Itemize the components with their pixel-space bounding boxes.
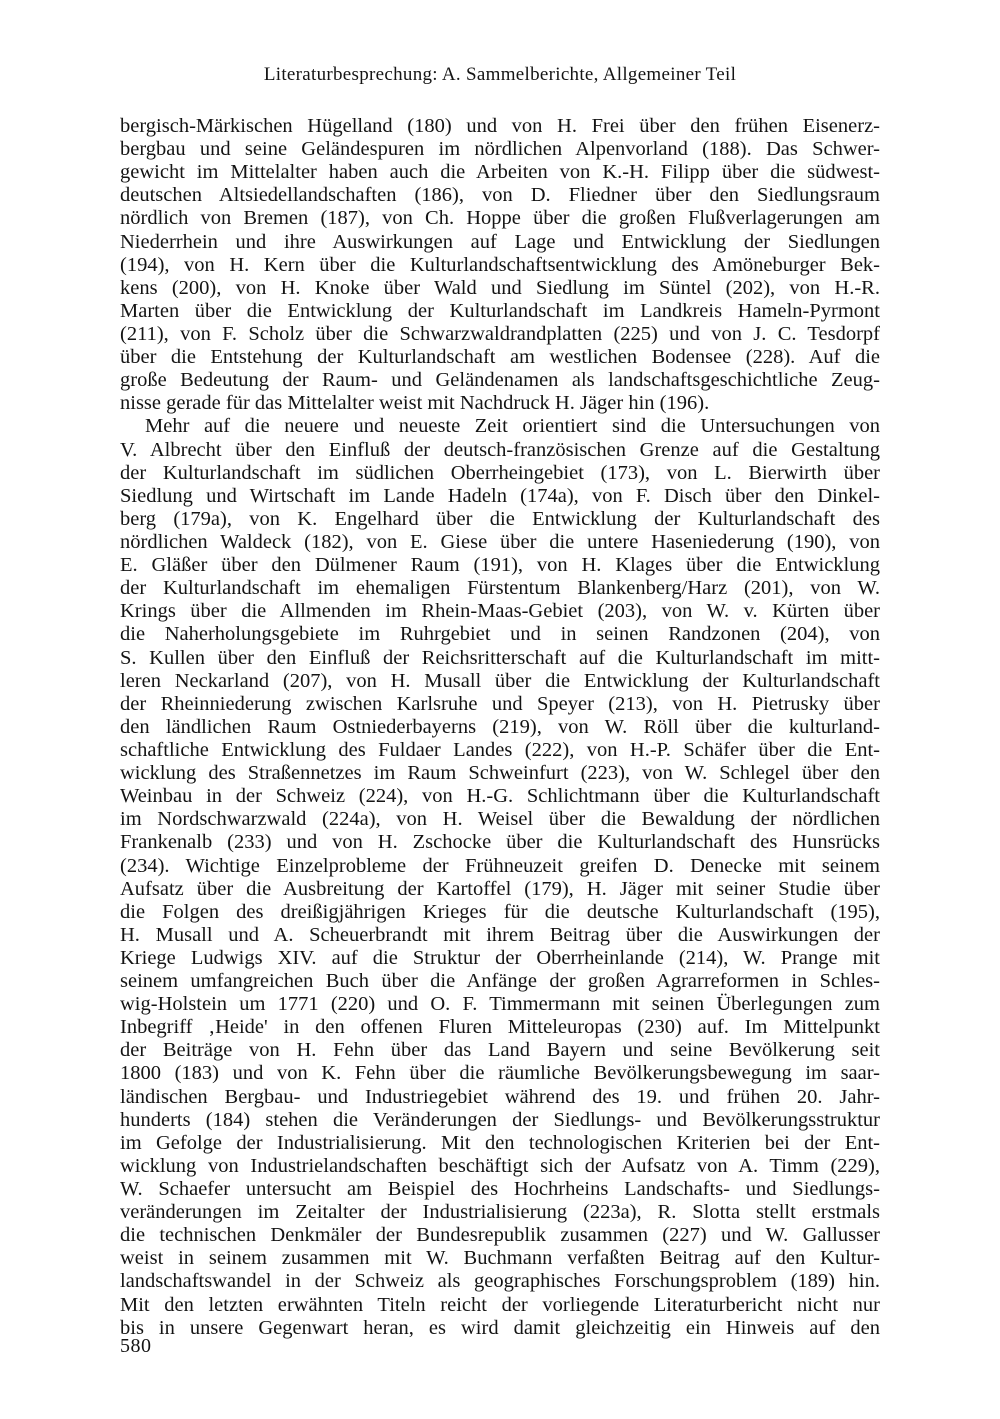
text-line: der Kulturlandschaft im ehemaligen Fürstentum Blankenberg/Harz (201), von W. [120,577,880,600]
text-line: Kriege Ludwigs XIV. auf die Struktur der Oberrheinlande (214), W. Prange mit [120,946,880,969]
text-line: große Bedeutung der Raum- und Geländenamen als landschaftsgeschichtliche Zeug- [120,369,880,392]
text-line: landschaftswandel in der Schweiz als geographisches Forschungsproblem (189) hin. [120,1270,880,1293]
text-line: Siedlung und Wirtschaft im Lande Hadeln (174a), von F. Disch über den Dinkel- [120,484,880,507]
text-line: Marten über die Entwicklung der Kulturlandschaft im Landkreis Hameln-Pyrmont [120,299,880,322]
text-line: V. Albrecht über den Einfluß der deutsch-französischen Grenze auf die Gestaltung [120,438,880,461]
text-line: den ländlichen Raum Ostniederbayerns (219), von W. Röll über die kulturland- [120,715,880,738]
text-line: die technischen Denkmäler der Bundesrepublik zusammen (227) und W. Gallusser [120,1224,880,1247]
text-line: H. Musall und A. Scheuerbrandt mit ihrem Beitrag über die Auswirkungen der [120,923,880,946]
text-line: S. Kullen über den Einfluß der Reichsritterschaft auf die Kulturlandschaft im mitt- [120,646,880,669]
text-line: E. Gläßer über den Dülmener Raum (191), von H. Klages über die Entwicklung [120,554,880,577]
text-line: deutschen Altsiedellandschaften (186), von D. Fliedner über den Siedlungsraum [120,184,880,207]
text-line: schaftliche Entwicklung des Fuldaer Landes (222), von H.-P. Schäfer über die Ent- [120,738,880,761]
text-line: der Beiträge von H. Fehn über das Land Bayern und seine Bevölkerung seit [120,1039,880,1062]
text-line: bergisch-Märkischen Hügelland (180) und von H. Frei über den frühen Eisenerz- [120,115,880,137]
text-line: der Rheinniederung zwischen Karlsruhe und Speyer (213), von H. Pietrusky über [120,692,880,715]
text-line: Weinbau in der Schweiz (224), von H.-G. Schlichtmann über die Kulturlandschaft [120,785,880,808]
text-line: (234). Wichtige Einzelprobleme der Frühneuzeit greifen D. Denecke mit seinem [120,854,880,877]
text-line: W. Schaefer untersucht am Beispiel des Hochrheins Landschafts- und Siedlungs- [120,1178,880,1201]
paragraph-last-line: nisse gerade für das Mittelalter weist mit Nachdruck H. Jäger hin (196). [120,392,710,415]
text-line: Niederrhein und ihre Auswirkungen auf Lage und Entwicklung der Siedlungen [120,230,880,253]
text-line: wicklung des Straßennetzes im Raum Schweinfurt (223), von W. Schlegel über den [120,762,880,785]
text-line: wig-Holstein um 1771 (220) und O. F. Timmermann mit seinen Überlegungen zum [120,993,880,1016]
text-line: wicklung von Industrielandschaften beschäftigt sich der Aufsatz von A. Timm (229), [120,1154,880,1177]
text-line: weist in seinem zusammen mit W. Buchmann verfaßten Beitrag auf den Kultur- [120,1247,880,1270]
text-line: über die Entstehung der Kulturlandschaft am westlichen Bodensee (228). Auf die [120,346,880,369]
text-line: die Folgen des dreißigjährigen Krieges für die deutsche Kulturlandschaft (195), [120,900,880,923]
body-text [120,115,880,1340]
text-line: berg (179a), von K. Engelhard über die Entwicklung der Kulturlandschaft des [120,507,880,530]
text-line: hunderts (184) stehen die Veränderungen der Siedlungs- und Bevölkerungsstruktur [120,1108,880,1131]
text-line: (211), von F. Scholz über die Schwarzwaldrandplatten (225) und von J. C. Tesdorpf [120,322,880,345]
text-line: bergbau und seine Geländespuren im nördlichen Alpenvorland (188). Das Schwer- [120,138,880,161]
text-line: im Gefolge der Industrialisierung. Mit den technologischen Kriterien bei der Ent- [120,1131,880,1154]
text-line: kens (200), von H. Knoke über Wald und Siedlung im Süntel (202), von H.-R. [120,276,880,299]
text-line: Frankenalb (233) und von H. Zschocke über die Kulturlandschaft des Hunsrücks [120,831,880,854]
text-line: nördlichen Waldeck (182), von E. Giese über die untere Haseniederung (190), von [120,530,880,553]
text-line: gewicht im Mittelalter haben auch die Arbeiten von K.-H. Filipp über die südwest- [120,161,880,184]
text-line: Mit den letzten erwähnten Titeln reicht der vorliegende Literaturbericht nicht nur [120,1293,880,1316]
text-line: die Naherholungsgebiete im Ruhrgebiet und in seinen Randzonen (204), von [120,623,880,646]
text-line: Aufsatz über die Ausbreitung der Kartoffel (179), H. Jäger mit seiner Studie über [120,877,880,900]
page-number: 580 [120,1335,152,1357]
text-line: nördlich von Bremen (187), von Ch. Hoppe über die großen Flußverlagerungen am [120,207,880,230]
text-line: bis in unsere Gegenwart heran, es wird damit gleichzeitig ein Hinweis auf den [120,1316,880,1339]
running-header: Literaturbesprechung: A. Sammelberichte, Allgemeiner Teil [263,64,737,85]
paragraph-first-line: Mehr auf die neuere und neueste Zeit orientiert sind die Untersuchungen von [145,415,880,438]
text-line: (194), von H. Kern über die Kulturlandschaftsentwicklung des Amöneburger Bek- [120,253,880,276]
text-line: leren Neckarland (207), von H. Musall über die Entwicklung der Kulturlandschaft [120,669,880,692]
text-line: 1800 (183) und von K. Fehn über die räumliche Bevölkerungsbewegung im saar- [120,1062,880,1085]
text-line: veränderungen im Zeitalter der Industrialisierung (223a), R. Slotta stellt erstmals [120,1201,880,1224]
text-line: ländischen Bergbau- und Industriegebiet während des 19. und frühen 20. Jahr- [120,1085,880,1108]
text-line: der Kulturlandschaft im südlichen Oberrheingebiet (173), von L. Bierwirth über [120,461,880,484]
text-line: seinem umfangreichen Buch über die Anfänge der großen Agrarreformen in Schles- [120,970,880,993]
text-line: im Nordschwarzwald (224a), von H. Weisel über die Bewaldung der nördlichen [120,808,880,831]
text-line: Inbegriff ‚Heide' in den offenen Fluren Mitteleuropas (230) auf. Im Mittelpunkt [120,1016,880,1039]
text-line: Krings über die Allmenden im Rhein-Maas-Gebiet (203), von W. v. Kürten über [120,600,880,623]
